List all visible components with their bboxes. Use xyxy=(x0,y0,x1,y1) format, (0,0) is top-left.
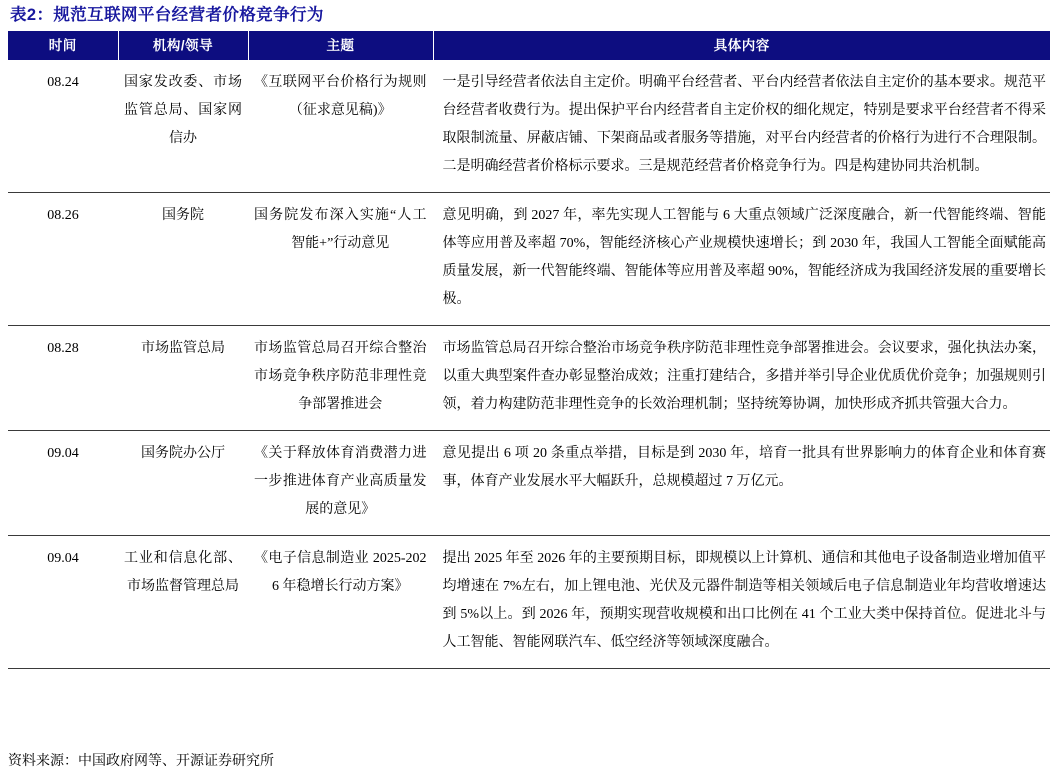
cell-org xyxy=(118,60,248,193)
page-title: 表2：规范互联网平台经营者价格竞争行为 xyxy=(10,6,324,24)
cell-time: 09.04 xyxy=(8,431,118,536)
cell-detail: 意见提出 6 项 20 条重点举措，目标是到 2030 年，培育一批具有世界影响力的体育企业和体育赛事，体育产业发展水平大幅跃升，总规模超过 7 万亿元。 xyxy=(433,431,1050,536)
cell-org xyxy=(118,326,248,431)
cell-org xyxy=(118,536,248,669)
cell-detail: 意见明确，到 2027 年，率先实现人工智能与 6 大重点领域广泛深度融合，新一代智能终端、智能体等应用普及率超 70%，智能经济核心产业规模快速增长；到 2030 年，我国人工智能全面赋能高质量发展，新一代智能终端、智能体等应用普及率超 90%，智能经济成为我国经济发展的重要增长极。 xyxy=(433,193,1050,326)
table-row xyxy=(8,60,1050,193)
table-header-row xyxy=(8,31,1050,60)
cell-topic-text: 市场监管总局召开综合整治市场竞争秩序防范非理性竞争部署推进会 xyxy=(254,341,427,412)
cell-org-text: 工业和信息化部、市场监督管理总局 xyxy=(124,551,242,594)
table-header xyxy=(8,31,1050,60)
source-note: 资料来源：中国政府网等、开源证券研究所 xyxy=(8,754,274,769)
cell-topic xyxy=(248,536,433,669)
cell-topic xyxy=(248,431,433,536)
cell-topic xyxy=(248,193,433,326)
cell-topic-text: 《互联网平台价格行为规则（征求意见稿)》 xyxy=(254,75,427,118)
cell-org-text: 市场监管总局 xyxy=(141,341,225,356)
column-header-time: 时间 xyxy=(8,31,118,60)
cell-topic-text: 《关于释放体育消费潜力进一步推进体育产业高质量发展的意见》 xyxy=(254,446,427,517)
cell-org-text: 国务院 xyxy=(162,208,204,223)
cell-org xyxy=(118,431,248,536)
cell-time: 08.28 xyxy=(8,326,118,431)
policy-table xyxy=(8,31,1050,669)
table-row xyxy=(8,536,1050,669)
cell-org-text: 国家发改委、市场监管总局、国家网信办 xyxy=(124,75,242,146)
cell-topic-text: 国务院发布深入实施“人工智能+”行动意见 xyxy=(254,208,427,251)
column-header-org: 机构/领导 xyxy=(118,31,248,60)
cell-time: 08.24 xyxy=(8,60,118,193)
cell-time: 08.26 xyxy=(8,193,118,326)
cell-org xyxy=(118,193,248,326)
cell-topic xyxy=(248,326,433,431)
cell-detail: 市场监管总局召开综合整治市场竞争秩序防范非理性竞争部署推进会。会议要求，强化执法办案，以重大典型案件查办彰显整治成效；注重打建结合，多措并举引导企业优质优价竞争；加强规则引领，着力构建防范非理性竞争的长效治理机制；坚持统筹协调，加快形成齐抓共管强大合力。 xyxy=(433,326,1050,431)
cell-detail: 提出 2025 年至 2026 年的主要预期目标，即规模以上计算机、通信和其他电子设备制造业增加值平均增速在 7%左右，加上锂电池、光伏及元器件制造等相关领域后电子信息制造业年均营收增速达到 5%以上。到 2026 年，预期实现营收规模和出口比例在 41 个工业大类中保持首位。促进北斗与人工智能、智能网联汽车、低空经济等领域深度融合。 xyxy=(433,536,1050,669)
table-row xyxy=(8,431,1050,536)
table-row xyxy=(8,326,1050,431)
cell-org-text: 国务院办公厅 xyxy=(141,446,225,461)
cell-topic-text: 《电子信息制造业 2025-2026 年稳增长行动方案》 xyxy=(254,551,427,594)
table-row xyxy=(8,193,1050,326)
cell-detail: 一是引导经营者依法自主定价。明确平台经营者、平台内经营者依法自主定价的基本要求。规范平台经营者收费行为。提出保护平台内经营者自主定价权的细化规定，特别是要求平台经营者不得采取限制流量、屏蔽店铺、下架商品或者服务等措施，对平台内经营者的价格行为进行不合理限制。二是明确经营者价格标示要求。三是规范经营者价格竞争行为。四是构建协同共治机制。 xyxy=(433,60,1050,193)
table-body xyxy=(8,60,1050,669)
column-header-topic: 主题 xyxy=(248,31,433,60)
column-header-detail: 具体内容 xyxy=(713,38,770,53)
cell-topic xyxy=(248,60,433,193)
cell-time: 09.04 xyxy=(8,536,118,669)
